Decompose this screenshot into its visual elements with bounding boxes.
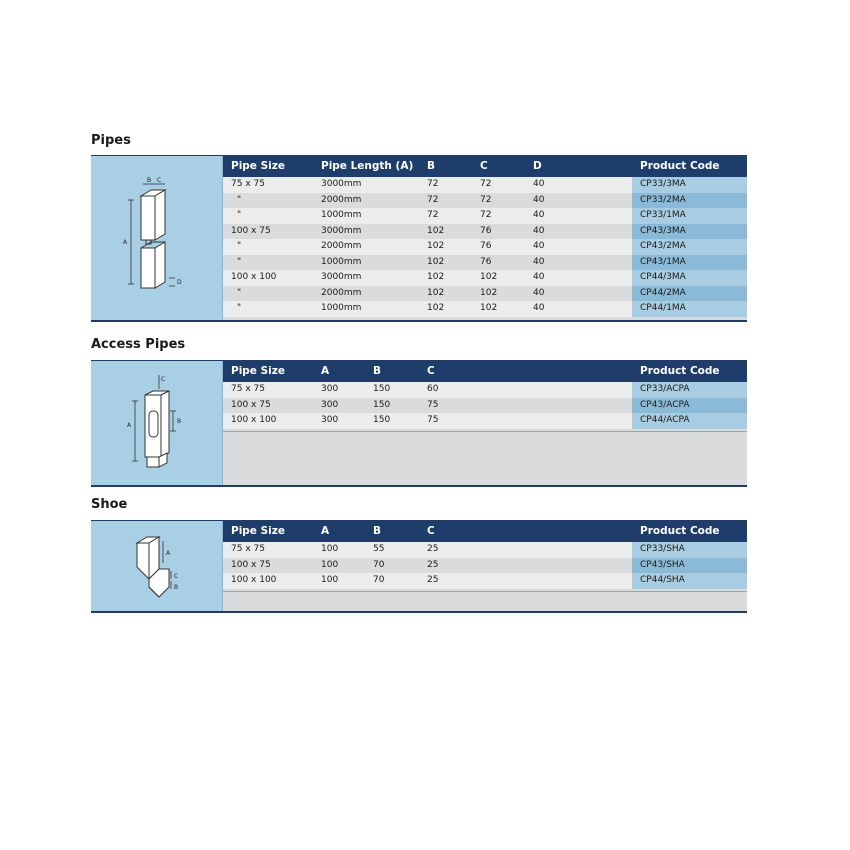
product-code-cell xyxy=(632,382,747,398)
product-code-cell xyxy=(632,255,747,271)
table-cell: 300 xyxy=(321,415,339,425)
table-cell: 150 xyxy=(373,399,391,410)
table-cell: 150 xyxy=(373,384,391,394)
table-row xyxy=(223,286,747,302)
table-row xyxy=(223,398,747,414)
shoe-data xyxy=(223,521,747,611)
shoe-diagram-label-a: A xyxy=(166,550,171,557)
pipe-diagram-label-b: B xyxy=(147,177,152,184)
table-cell: 100 x 75 xyxy=(231,559,271,570)
table-row xyxy=(223,301,747,317)
table-row xyxy=(223,255,747,271)
shoe-diagram-label-b: B xyxy=(174,584,179,591)
product-code-cell xyxy=(632,208,747,224)
header-c: C xyxy=(427,525,435,537)
table-cell: 3000mm xyxy=(321,272,362,282)
header-b: B xyxy=(373,525,382,537)
product-code: CP33/SHA xyxy=(640,544,685,554)
table-cell: " xyxy=(237,241,242,251)
table-cell: 102 xyxy=(427,272,445,282)
table-row xyxy=(223,193,747,209)
table-cell: 100 x 75 xyxy=(231,225,271,236)
table-row xyxy=(223,382,747,398)
pipe-diagram xyxy=(91,156,222,320)
header-b: B xyxy=(373,365,382,377)
table-cell: 75 xyxy=(427,415,439,425)
access-diagram-label-b: B xyxy=(177,418,182,425)
access-pipes-data xyxy=(223,361,747,485)
table-cell: 100 x 100 xyxy=(231,272,277,282)
table-cell: 72 xyxy=(480,210,492,220)
table-cell: 75 x 75 xyxy=(231,544,265,554)
pipes-header-row xyxy=(223,156,747,177)
table-cell: 70 xyxy=(373,575,385,585)
table-cell: 2000mm xyxy=(321,241,362,251)
table-cell: 25 xyxy=(427,544,439,554)
table-cell: 1000mm xyxy=(321,256,362,267)
table-cell: 100 x 75 xyxy=(231,399,271,410)
header-d: D xyxy=(533,160,542,172)
product-code: CP43/ACPA xyxy=(640,399,690,410)
table-cell: 102 xyxy=(427,256,445,267)
pipe-diagram-label-c: C xyxy=(157,177,162,184)
product-code-cell xyxy=(632,573,747,589)
pipes-table xyxy=(91,155,747,322)
product-code: CP43/3MA xyxy=(640,225,686,236)
product-code: CP33/3MA xyxy=(640,179,686,189)
product-code-cell xyxy=(632,413,747,429)
pipes-data xyxy=(223,156,747,320)
product-code-cell xyxy=(632,270,747,286)
table-cell: " xyxy=(237,287,242,298)
table-cell: 40 xyxy=(533,272,545,282)
table-cell: 100 x 100 xyxy=(231,575,277,585)
table-cell: 40 xyxy=(533,194,545,205)
product-code: CP44/SHA xyxy=(640,575,685,585)
pipe-diagram-label-a: A xyxy=(123,239,128,246)
table-row xyxy=(223,270,747,286)
table-cell: 2000mm xyxy=(321,287,362,298)
header-pipe-size: Pipe Size xyxy=(231,525,285,537)
table-cell: 102 xyxy=(427,225,445,236)
table-cell: 3000mm xyxy=(321,179,362,189)
table-cell: 2000mm xyxy=(321,194,362,205)
access-pipe-diagram xyxy=(91,361,222,485)
table-row xyxy=(223,413,747,429)
table-cell: 102 xyxy=(427,303,445,313)
header-pipe-size: Pipe Size xyxy=(231,365,285,377)
table-cell: 60 xyxy=(427,384,439,394)
table-cell: 102 xyxy=(480,287,498,298)
table-cell: 100 xyxy=(321,559,339,570)
header-product-code: Product Code xyxy=(640,525,720,537)
header-a: A xyxy=(321,365,330,377)
section-title-pipes: Pipes xyxy=(91,133,131,148)
table-row xyxy=(223,177,747,193)
access-header-row xyxy=(223,361,747,382)
access-diagram-label-c: C xyxy=(161,376,166,383)
product-code: CP43/SHA xyxy=(640,559,685,570)
table-cell: 40 xyxy=(533,241,545,251)
header-a: A xyxy=(321,525,330,537)
table-cell: 40 xyxy=(533,287,545,298)
table-cell: 40 xyxy=(533,303,545,313)
header-b: B xyxy=(427,160,436,172)
table-row xyxy=(223,239,747,255)
access-filler xyxy=(223,431,747,485)
table-row xyxy=(223,573,747,589)
table-cell: 70 xyxy=(373,559,385,570)
shoe-diagram-label-c: C xyxy=(174,573,179,580)
table-cell: 102 xyxy=(480,272,498,282)
table-row xyxy=(223,542,747,558)
table-cell: 55 xyxy=(373,544,385,554)
table-cell: " xyxy=(237,303,242,313)
product-code-cell xyxy=(632,558,747,574)
pipe-diagram-label-d: D xyxy=(177,279,182,286)
table-cell: 102 xyxy=(480,303,498,313)
table-row xyxy=(223,224,747,240)
shoe-filler xyxy=(223,591,747,611)
header-product-code: Product Code xyxy=(640,365,720,377)
table-cell: 75 xyxy=(427,399,439,410)
table-cell: 72 xyxy=(480,179,492,189)
header-c: C xyxy=(427,365,435,377)
shoe-table xyxy=(91,520,747,613)
table-cell: 75 x 75 xyxy=(231,179,265,189)
table-cell: 3000mm xyxy=(321,225,362,236)
table-cell: 72 xyxy=(427,179,439,189)
header-product-code: Product Code xyxy=(640,160,720,172)
table-cell: 300 xyxy=(321,384,339,394)
table-cell: 1000mm xyxy=(321,303,362,313)
product-code: CP43/2MA xyxy=(640,241,686,251)
product-code: CP44/3MA xyxy=(640,272,686,282)
table-cell: 40 xyxy=(533,256,545,267)
product-code: CP44/1MA xyxy=(640,303,686,313)
product-code-cell xyxy=(632,398,747,414)
section-title-shoe: Shoe xyxy=(91,497,128,512)
product-code-cell xyxy=(632,177,747,193)
table-cell: 100 xyxy=(321,575,339,585)
product-code-cell xyxy=(632,301,747,317)
table-cell: 72 xyxy=(427,194,439,205)
table-cell: 40 xyxy=(533,225,545,236)
shoe-header-row xyxy=(223,521,747,542)
table-cell: 150 xyxy=(373,415,391,425)
product-code-cell xyxy=(632,239,747,255)
product-code: CP44/ACPA xyxy=(640,415,690,425)
shoe-diagram-panel xyxy=(91,521,223,611)
product-code: CP43/1MA xyxy=(640,256,686,267)
table-cell: 76 xyxy=(480,256,492,267)
header-pipe-size: Pipe Size xyxy=(231,160,285,172)
table-cell: 1000mm xyxy=(321,210,362,220)
table-cell: 25 xyxy=(427,575,439,585)
pipe-diagram-panel xyxy=(91,156,223,320)
table-cell: " xyxy=(237,194,242,205)
product-code-cell xyxy=(632,193,747,209)
table-cell: 100 xyxy=(321,544,339,554)
product-code: CP33/ACPA xyxy=(640,384,690,394)
table-cell: 25 xyxy=(427,559,439,570)
table-cell: " xyxy=(237,256,242,267)
table-cell: 40 xyxy=(533,210,545,220)
product-code: CP33/1MA xyxy=(640,210,686,220)
table-cell: 300 xyxy=(321,399,339,410)
table-cell: " xyxy=(237,210,242,220)
table-cell: 76 xyxy=(480,241,492,251)
product-code: CP44/2MA xyxy=(640,287,686,298)
access-diagram-label-a: A xyxy=(127,422,132,429)
header-c: C xyxy=(480,160,488,172)
table-cell: 72 xyxy=(480,194,492,205)
shoe-diagram xyxy=(91,521,222,611)
product-code-cell xyxy=(632,224,747,240)
table-cell: 102 xyxy=(427,241,445,251)
section-title-access-pipes: Access Pipes xyxy=(91,337,186,352)
product-code: CP33/2MA xyxy=(640,194,686,205)
header-pipe-length: Pipe Length (A) xyxy=(321,160,414,172)
product-code-cell xyxy=(632,542,747,558)
table-cell: 76 xyxy=(480,225,492,236)
table-cell: 75 x 75 xyxy=(231,384,265,394)
table-cell: 40 xyxy=(533,179,545,189)
access-pipe-diagram-panel xyxy=(91,361,223,485)
table-cell: 102 xyxy=(427,287,445,298)
access-pipes-table xyxy=(91,360,747,487)
table-row xyxy=(223,208,747,224)
table-cell: 72 xyxy=(427,210,439,220)
product-code-cell xyxy=(632,286,747,302)
table-cell: 100 x 100 xyxy=(231,415,277,425)
table-row xyxy=(223,558,747,574)
